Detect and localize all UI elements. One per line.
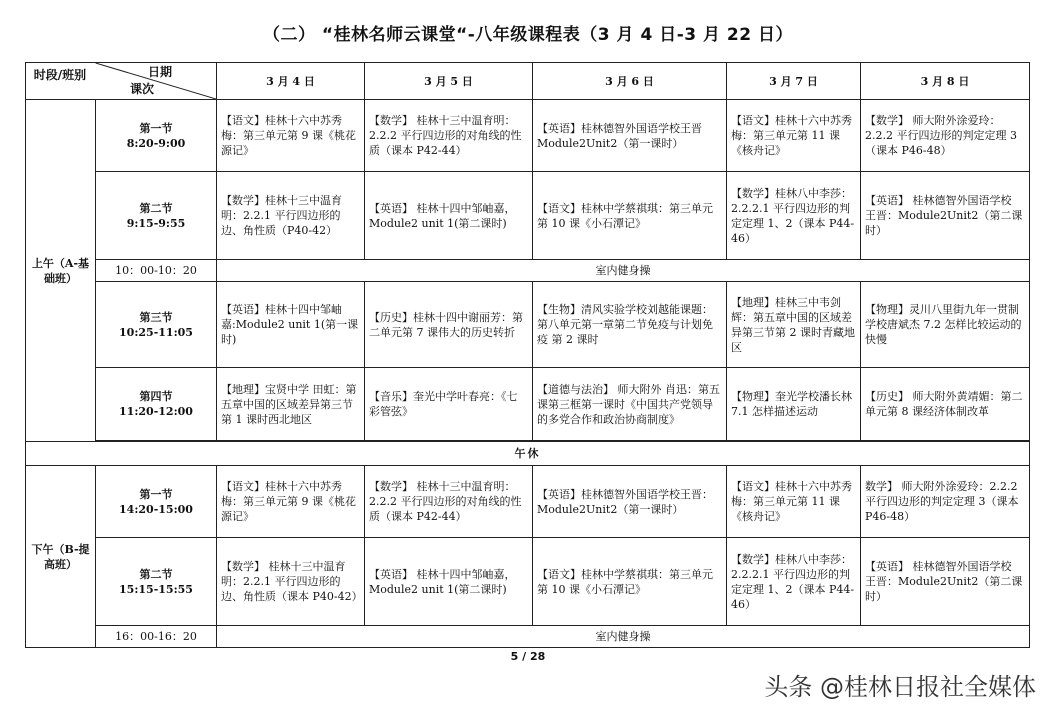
break-time: 10：00-10：20 [96,260,217,282]
period-time: 11:20-12:00 [119,405,193,418]
table-row [26,466,1030,538]
break-activity: 室内健身操 [217,626,1030,648]
class-cell: 【物理】奎光学校潘长林 7.1 怎样描述运动 [727,368,861,441]
table-row [26,368,1030,441]
class-cell: 【数学】 桂林十三中温育明：2.2.1 平行四边形的边、角性质（课本 P40-42） [217,538,365,626]
period-label [96,368,217,441]
class-cell: 【数学】桂林八中李莎：2.2.2.1 平行四边形的判定定理 1、2（课本 P44-46） [727,538,861,626]
class-cell: 【地理】桂林三中韦剑辉：第五章中国的区域差异第三节第 2 课时青藏地区 [727,282,861,368]
session-label-afternoon: 下午（B-提高班） [26,466,96,648]
class-cell: 【历史】 师大附外黄靖媚：第二单元第 8 课经济体制改革 [861,368,1030,441]
day-header: 3 月 5 日 [365,63,533,100]
period-label [96,466,217,538]
class-cell: 【数学】 师大附外涂爱玲：2.2.2 平行四边形的判定定理 3（课本 P46-48） [861,100,1030,172]
class-cell: 【英语】桂林德智外国语学校王晋：Module2Unit2（第一课时） [533,466,727,538]
period-time: 15:15-15:55 [119,582,193,596]
day-header: 3 月 8 日 [861,63,1030,100]
period-name: 第二节 [139,201,173,215]
class-cell: 【语文】桂林中学蔡祺琪：第三单元第 10 课《小石潭记》 [533,172,727,260]
class-cell: 【数学】 桂林十三中温育明：2.2.2 平行四边形的对角线的性质（课本 P42-44） [365,466,533,538]
class-cell: 【数学】桂林八中李莎：2.2.2.1 平行四边形的判定定理 1、2（课本 P44-46） [727,172,861,260]
class-cell: 【英语】桂林十四中邹岫嘉:Module2 unit 1(第一课时) [217,282,365,368]
period-name: 第一节 [139,487,173,501]
class-cell: 【英语】 桂林德智外国语学校 王晋：Module2Unit2（第二课时） [861,538,1030,626]
class-cell: 【历史】桂林十四中谢丽芳：第二单元第 7 课伟大的历史转折 [365,282,533,368]
table-row [26,282,1030,368]
watermark: 头条 @桂林日报社全媒体 [764,673,1036,701]
class-cell: 【数学】 桂林十三中温育明：2.2.2 平行四边形的对角线的性质（课本 P42-44） [365,100,533,172]
class-cell: 【道德与法治】 师大附外 肖迅：第五课第三框第一课时《中国共产党领导的多党合作和政治协商制度》 [533,368,727,441]
class-cell: 【语文】桂林中学蔡祺琪：第三单元第 10 课《小石潭记》 [533,538,727,626]
day-header: 3 月 6 日 [533,63,727,100]
period-name: 第四节 [139,390,173,403]
page-title: （二） “桂林名师云课堂“-八年级课程表（3 月 4 日-3 月 22 日） [262,25,794,45]
class-cell: 【语文】桂林十六中苏秀梅：第三单元第 9 课《桃花源记》 [217,466,365,538]
class-cell: 【地理】宝贤中学 田虹：第五章中国的区域差异第三节第 1 课时西北地区 [217,368,365,441]
period-label [96,172,217,260]
class-cell: 【物理】灵川八里街九年一贯制学校唐斌杰 7.2 怎样比较运动的快慢 [861,282,1030,368]
period-time: 9:15-9:55 [126,216,186,230]
class-cell: 【生物】清风实验学校刘越能课题：第八单元第一章第二节免疫与计划免疫 第 2 课时 [533,282,727,368]
class-cell: 【语文】桂林十六中苏秀梅：第三单元第 9 课《桃花源记》 [217,100,365,172]
class-cell: 【英语】 桂林十四中邹岫嘉，Module2 unit 1(第二课时) [365,172,533,260]
header-row [26,63,1030,100]
class-cell: 数学】 师大附外涂爱玲：2.2.2 平行四边形的判定定理 3（课本 P46-48） [861,466,1030,538]
class-cell: 【英语】 桂林十四中邹岫嘉，Module2 unit 1(第二课时) [365,538,533,626]
period-label [96,538,217,626]
session-label-morning: 上午（A-基础班） [26,100,96,442]
day-header: 3 月 7 日 [727,63,861,100]
schedule-table [25,62,1030,648]
break-row [26,260,1030,282]
break-time: 16：00-16：20 [96,626,217,648]
class-cell: 【数学】桂林十三中温育明：2.2.1 平行四边形的边、角性质（P40-42） [217,172,365,260]
period-time: 10:25-11:05 [119,325,193,339]
class-cell: 【音乐】奎光中学叶春亮：《七彩管弦》 [365,368,533,441]
lunch-row [26,442,1030,466]
lunch-label: 午休 [26,442,1030,466]
break-row [26,626,1030,648]
corner-label-session: 时段/班别 [33,68,87,82]
table-row [26,538,1030,626]
table-row [26,172,1030,260]
table-row [26,100,1030,172]
page-number: 5 / 28 [510,650,546,663]
class-cell: 【英语】桂林德智外国语学校王晋 Module2Unit2（第一课时） [533,100,727,172]
break-activity: 室内健身操 [217,260,1030,282]
period-name: 第一节 [139,121,173,135]
period-label [96,282,217,368]
class-cell: 【语文】桂林十六中苏秀梅：第三单元第 11 课《核舟记》 [727,100,861,172]
header-corner [26,63,217,100]
corner-label-date: 日期 [147,65,172,79]
period-time: 14:20-15:00 [119,502,193,516]
class-cell: 【语文】桂林十六中苏秀梅：第三单元第 11 课《核舟记》 [727,466,861,538]
period-time: 8:20-9:00 [126,136,186,150]
class-cell: 【英语】 桂林德智外国语学校 王晋：Module2Unit2（第二课时） [861,172,1030,260]
day-header: 3 月 4 日 [217,63,365,100]
period-name: 第二节 [139,567,173,581]
corner-label-period: 课次 [130,82,155,96]
period-label [96,100,217,172]
period-name: 第三节 [139,310,173,324]
